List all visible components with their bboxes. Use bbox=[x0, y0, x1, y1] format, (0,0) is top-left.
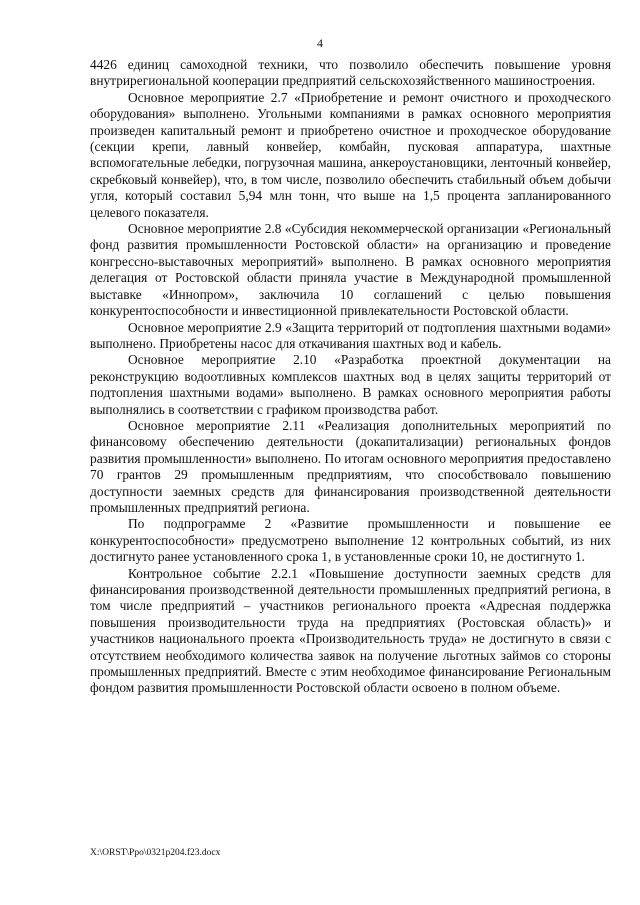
paragraph-continuation: 4426 единиц самоходной техники, что позволило обеспечить повышение уровня внутрирегиональной кооперации предприятий сельскохозяйственного машиностроения. bbox=[90, 57, 611, 89]
file-path-footer: X:\ORST\Ppo\0321p204.f23.docx bbox=[90, 848, 221, 858]
paragraph-measure-2-9: Основное мероприятие 2.9 «Защита территорий от подтопления шахтными водами» выполнено. Приобретены насос для откачивания шахтных вод и кабель. bbox=[90, 319, 611, 351]
paragraph-measure-2-11: Основное мероприятие 2.11 «Реализация дополнительных мероприятий по финансовому обеспечению деятельности (докапитализации) региональных фондов развития промышленности» выполнено. По итогам основного мероприятия предоставлено 70 грантов 29 промышленным предприятиям, что способствовало повышению доступности заемных средств для финансирования производственной деятельности промышленных предприятий региона. bbox=[90, 417, 611, 515]
paragraph-measure-2-10: Основное мероприятие 2.10 «Разработка проектной документации на реконструкцию водоотливных комплексов шахтных вод в целях защиты территорий от подтопления шахтными водами» выполнено. В рамках основного мероприятия работы выполнялись в соответствии с графиком производства работ. bbox=[90, 352, 611, 417]
paragraph-measure-2-7: Основное мероприятие 2.7 «Приобретение и ремонт очистного и проходческого оборудования» выполнено. Угольными компаниями в рамках основного мероприятия произведен капитальный ремонт и приобретено очистное и проходческое оборудование (секции крепи, лавный конвейер, комбайн, пусковая аппаратура, шахтные вспомогательные лебедки, погрузочная машина, анкероустановщики, ленточный конвейер, скребковый конвейер), что, в том числе, позволило обеспечить стабильный объем добычи угля, который составил 5,94 млн тонн, что выше на 1,5 процента запланированного целевого показателя. bbox=[90, 89, 611, 220]
paragraph-control-event-2-2-1: Контрольное событие 2.2.1 «Повышение доступности заемных средств для финансирования производственной деятельности промышленных предприятий региона, в том числе предприятий – участников регионального проекта «Адресная поддержка повышения производительности труда на предприятиях (Ростовская область)» и участников национального проекта «Производительность труда» не достигнуто в связи с отсутствием необходимого количества заявок на получение льготных займов со стороны промышленных предприятий. Вместе с этим необходимое финансирование Региональным фондом развития промышленности Ростовской области освоено в полном объеме. bbox=[90, 565, 611, 696]
paragraph-subprogram-2: По подпрограмме 2 «Развитие промышленности и повышение ее конкурентоспособности» предусмотрено выполнение 12 контрольных событий, из них достигнуто ранее установленного срока 1, в установленные сроки 10, не достигнуто 1. bbox=[90, 516, 611, 565]
document-body bbox=[90, 57, 611, 697]
page-number: 4 bbox=[317, 36, 323, 50]
paragraph-measure-2-8: Основное мероприятие 2.8 «Субсидия некоммерческой организации «Региональный фонд развития промышленности Ростовской области» на организацию и проведение конгрессно-выставочных мероприятий» выполнено. В рамках основного мероприятия делегация от Ростовской области приняла участие в Международной промышленной выставке «Иннопром», заключила 10 соглашений с целью повышения конкурентоспособности и инвестиционной привлекательности Ростовской области. bbox=[90, 221, 611, 319]
